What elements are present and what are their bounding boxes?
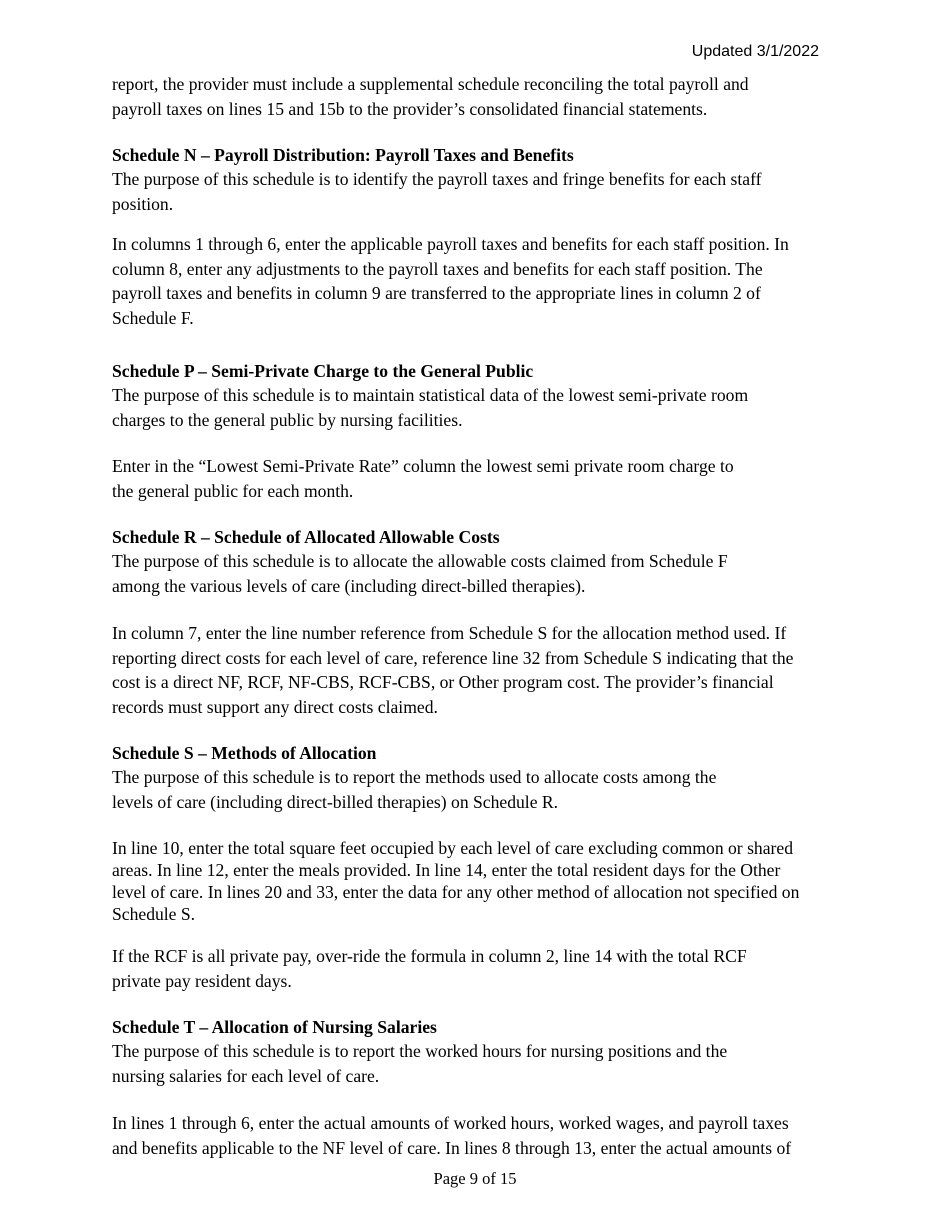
schedule-n-purpose bbox=[112, 167, 852, 216]
schedule-p-instructions bbox=[112, 454, 852, 503]
schedule-p-heading: Schedule P – Semi-Private Charge to the General Public bbox=[112, 361, 534, 381]
schedule-r-heading: Schedule R – Schedule of Allocated Allowable Costs bbox=[112, 527, 500, 547]
schedule-t-purpose bbox=[112, 1039, 852, 1088]
text-line: reporting direct costs for each level of care, reference line 32 from Schedule S indicating that the bbox=[112, 647, 794, 668]
text-line: The purpose of this schedule is to maintain statistical data of the lowest semi-private room bbox=[112, 385, 749, 405]
schedule-n-heading: Schedule N – Payroll Distribution: Payroll Taxes and Benefits bbox=[112, 145, 574, 165]
schedule-s-instructions bbox=[112, 837, 852, 925]
text-line: charges to the general public by nursing facilities. bbox=[112, 409, 463, 430]
text-line: Schedule S. bbox=[112, 904, 196, 924]
schedule-t-heading: Schedule T – Allocation of Nursing Salaries bbox=[112, 1017, 437, 1037]
text-line: and benefits applicable to the NF level of care. In lines 8 through 13, enter the actual amounts of bbox=[112, 1137, 792, 1158]
text-line: If the RCF is all private pay, over-ride the formula in column 2, line 14 with the total RCF bbox=[112, 946, 747, 966]
schedule-s-heading: Schedule S – Methods of Allocation bbox=[112, 743, 377, 763]
text-line: level of care. In lines 20 and 33, enter the data for any other method of allocation not specified on bbox=[112, 882, 800, 902]
text-line: The purpose of this schedule is to report the worked hours for nursing positions and the bbox=[112, 1041, 728, 1061]
schedule-r-instructions bbox=[112, 621, 852, 719]
schedule-s-purpose bbox=[112, 765, 852, 814]
text-line: Schedule F. bbox=[112, 307, 194, 328]
schedule-t-instructions bbox=[112, 1111, 852, 1160]
text-line: among the various levels of care (including direct-billed therapies). bbox=[112, 575, 586, 596]
schedule-p-purpose bbox=[112, 383, 852, 432]
text-line: cost is a direct NF, RCF, NF-CBS, RCF-CBS, or Other program cost. The provider’s financial bbox=[112, 672, 774, 692]
schedule-n-instructions bbox=[112, 232, 852, 330]
schedule-r-purpose bbox=[112, 549, 852, 598]
text-line: In lines 1 through 6, enter the actual amounts of worked hours, worked wages, and payroll taxes bbox=[112, 1113, 789, 1133]
text-line: levels of care (including direct-billed therapies) on Schedule R. bbox=[112, 791, 559, 812]
text-line: The purpose of this schedule is to allocate the allowable costs claimed from Schedule F bbox=[112, 551, 728, 571]
text-line: position. bbox=[112, 193, 174, 214]
updated-date: Updated 3/1/2022 bbox=[691, 43, 819, 60]
text-line: column 8, enter any adjustments to the payroll taxes and benefits for each staff position. The bbox=[112, 258, 763, 279]
text-line: the general public for each month. bbox=[112, 480, 354, 501]
text-line: areas. In line 12, enter the meals provided. In line 14, enter the total resident days for the Other bbox=[112, 860, 781, 880]
text-line: private pay resident days. bbox=[112, 970, 292, 991]
text-line: payroll taxes and benefits in column 9 are transferred to the appropriate lines in column 2 of bbox=[112, 283, 761, 303]
text-line: In column 7, enter the line number reference from Schedule S for the allocation method used. If bbox=[112, 623, 787, 643]
text-line: nursing salaries for each level of care. bbox=[112, 1065, 380, 1086]
text-line: report, the provider must include a supplemental schedule reconciling the total payroll and bbox=[112, 74, 749, 94]
text-line: In line 10, enter the total square feet occupied by each level of care excluding common or shared bbox=[112, 838, 793, 858]
text-line: payroll taxes on lines 15 and 15b to the provider’s consolidated financial statements. bbox=[112, 98, 708, 119]
intro-paragraph bbox=[112, 72, 852, 121]
text-line: The purpose of this schedule is to report the methods used to allocate costs among the bbox=[112, 767, 717, 787]
text-line: records must support any direct costs claimed. bbox=[112, 696, 438, 717]
page-number: Page 9 of 15 bbox=[433, 1169, 517, 1188]
text-line: In columns 1 through 6, enter the applicable payroll taxes and benefits for each staff position. In bbox=[112, 234, 789, 254]
schedule-s-private-pay-note bbox=[112, 944, 852, 993]
text-line: Enter in the “Lowest Semi-Private Rate” column the lowest semi private room charge to bbox=[112, 456, 734, 476]
text-line: The purpose of this schedule is to identify the payroll taxes and fringe benefits for each staff bbox=[112, 169, 762, 189]
